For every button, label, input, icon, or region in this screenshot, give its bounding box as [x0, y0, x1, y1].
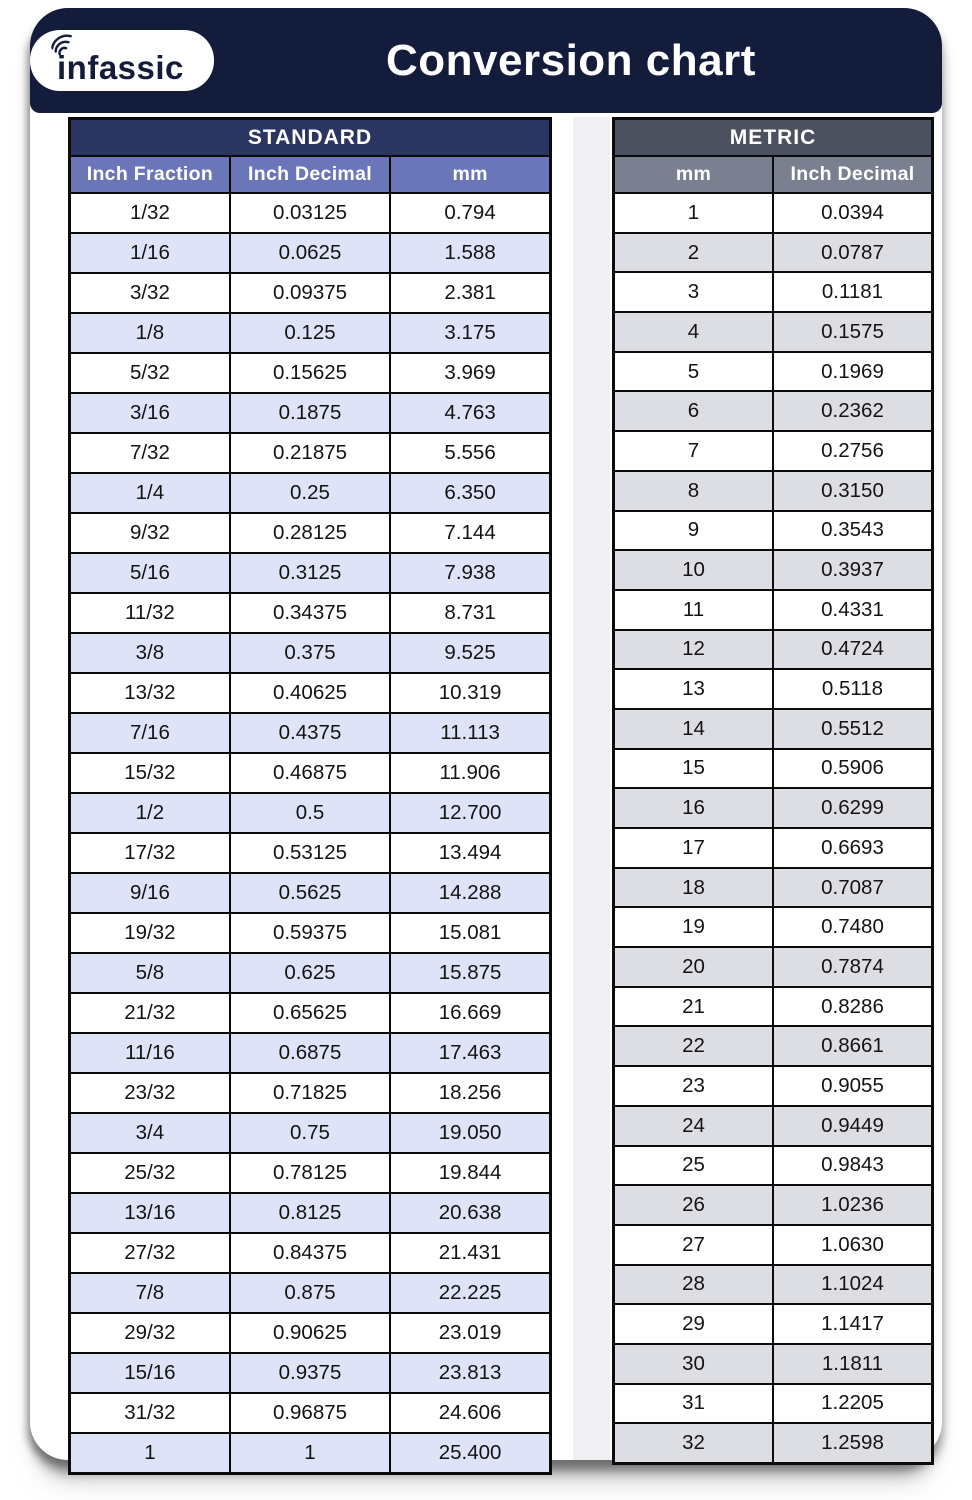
standard-cell: 23/32 [70, 1073, 230, 1113]
standard-cell: 23.813 [390, 1353, 550, 1393]
metric-cell: 0.4724 [773, 630, 933, 670]
metric-cell: 8 [614, 471, 774, 511]
standard-cell: 9.525 [390, 633, 550, 673]
standard-cell: 20.638 [390, 1193, 550, 1233]
standard-cell: 6.350 [390, 473, 550, 513]
metric-row [614, 749, 933, 789]
standard-cell: 0.65625 [230, 993, 390, 1033]
metric-cell: 16 [614, 788, 774, 828]
standard-cell: 14.288 [390, 873, 550, 913]
metric-cell: 0.6299 [773, 788, 933, 828]
standard-cell: 22.225 [390, 1273, 550, 1313]
metric-row [614, 1384, 933, 1424]
standard-cell: 29/32 [70, 1313, 230, 1353]
standard-row [70, 913, 551, 953]
standard-cell: 5/32 [70, 353, 230, 393]
standard-cell: 15/16 [70, 1353, 230, 1393]
metric-cell: 29 [614, 1304, 774, 1344]
standard-row [70, 1393, 551, 1433]
standard-cell: 3/8 [70, 633, 230, 673]
standard-cell: 3.175 [390, 313, 550, 353]
standard-cell: 0.21875 [230, 433, 390, 473]
standard-cell: 0.9375 [230, 1353, 390, 1393]
standard-cell: 4.763 [390, 393, 550, 433]
standard-row [70, 393, 551, 433]
metric-cell: 15 [614, 749, 774, 789]
standard-cell: 18.256 [390, 1073, 550, 1113]
standard-table-body [70, 193, 551, 1474]
metric-cell: 31 [614, 1384, 774, 1424]
metric-row [614, 630, 933, 670]
metric-cell: 0.8661 [773, 1026, 933, 1066]
metric-cell: 3 [614, 272, 774, 312]
standard-row [70, 193, 551, 233]
standard-cell: 0.40625 [230, 673, 390, 713]
content-area [30, 113, 942, 1475]
standard-cell: 0.09375 [230, 273, 390, 313]
metric-cell: 24 [614, 1106, 774, 1146]
standard-table-title: STANDARD [70, 119, 551, 157]
metric-row [614, 669, 933, 709]
metric-row [614, 1106, 933, 1146]
standard-row [70, 1433, 551, 1474]
standard-row [70, 1273, 551, 1313]
standard-cell: 16.669 [390, 993, 550, 1033]
standard-cell: 0.96875 [230, 1393, 390, 1433]
metric-cell: 0.0394 [773, 193, 933, 233]
metric-table-body [614, 193, 933, 1464]
standard-cell: 0.6875 [230, 1033, 390, 1073]
metric-row [614, 828, 933, 868]
conversion-chart-card [30, 8, 942, 1464]
metric-row [614, 550, 933, 590]
metric-row [614, 1304, 933, 1344]
standard-cell: 0.03125 [230, 193, 390, 233]
standard-cell: 9/16 [70, 873, 230, 913]
standard-cell: 7.144 [390, 513, 550, 553]
standard-cell: 13.494 [390, 833, 550, 873]
metric-cell: 0.2756 [773, 431, 933, 471]
standard-cell: 17/32 [70, 833, 230, 873]
metric-cell: 10 [614, 550, 774, 590]
standard-cell: 3/32 [70, 273, 230, 313]
standard-cell: 1/2 [70, 793, 230, 833]
metric-cell: 9 [614, 511, 774, 551]
standard-cell: 1.588 [390, 233, 550, 273]
metric-cell: 0.1969 [773, 352, 933, 392]
metric-cell: 7 [614, 431, 774, 471]
standard-cell: 10.319 [390, 673, 550, 713]
standard-row [70, 833, 551, 873]
metric-row [614, 907, 933, 947]
standard-cell: 31/32 [70, 1393, 230, 1433]
metric-cell: 0.5906 [773, 749, 933, 789]
metric-row [614, 590, 933, 630]
metric-cell: 32 [614, 1423, 774, 1463]
standard-cell: 7/32 [70, 433, 230, 473]
metric-cell: 0.1181 [773, 272, 933, 312]
standard-row [70, 1073, 551, 1113]
metric-table-title-row [614, 119, 933, 157]
table-divider [573, 117, 610, 1460]
standard-cell: 11.113 [390, 713, 550, 753]
logo-text: infassic [57, 49, 184, 86]
metric-cell: 0.5118 [773, 669, 933, 709]
metric-cell: 0.0787 [773, 233, 933, 273]
standard-cell: 0.28125 [230, 513, 390, 553]
standard-cell: 5/8 [70, 953, 230, 993]
standard-row [70, 993, 551, 1033]
standard-cell: 7.938 [390, 553, 550, 593]
standard-row [70, 513, 551, 553]
standard-cell: 5/16 [70, 553, 230, 593]
metric-row [614, 233, 933, 273]
standard-cell: 3.969 [390, 353, 550, 393]
standard-cell: 1/4 [70, 473, 230, 513]
standard-row [70, 353, 551, 393]
metric-cell: 28 [614, 1265, 774, 1305]
standard-cell: 1/8 [70, 313, 230, 353]
metric-cell: 1 [614, 193, 774, 233]
standard-cell: 0.794 [390, 193, 550, 233]
metric-cell: 18 [614, 868, 774, 908]
metric-cell: 17 [614, 828, 774, 868]
page-title: Conversion chart [386, 35, 756, 85]
metric-cell: 21 [614, 987, 774, 1027]
metric-col-inch-decimal: Inch Decimal [773, 156, 933, 193]
standard-row [70, 673, 551, 713]
metric-cell: 0.8286 [773, 987, 933, 1027]
standard-cell: 7/16 [70, 713, 230, 753]
standard-cell: 0.375 [230, 633, 390, 673]
metric-row [614, 1146, 933, 1186]
standard-row [70, 1353, 551, 1393]
standard-row [70, 313, 551, 353]
metric-row [614, 709, 933, 749]
standard-row [70, 433, 551, 473]
metric-row [614, 1026, 933, 1066]
metric-cell: 1.1811 [773, 1344, 933, 1384]
standard-cell: 0.15625 [230, 353, 390, 393]
standard-cell: 7/8 [70, 1273, 230, 1313]
standard-cell: 0.125 [230, 313, 390, 353]
standard-cell: 19/32 [70, 913, 230, 953]
metric-row [614, 1344, 933, 1384]
standard-cell: 0.59375 [230, 913, 390, 953]
standard-cell: 23.019 [390, 1313, 550, 1353]
metric-row [614, 272, 933, 312]
metric-cell: 0.4331 [773, 590, 933, 630]
standard-cell: 19.844 [390, 1153, 550, 1193]
standard-row [70, 633, 551, 673]
standard-row [70, 1033, 551, 1073]
metric-cell: 1.1024 [773, 1265, 933, 1305]
metric-cell: 11 [614, 590, 774, 630]
standard-row [70, 1233, 551, 1273]
standard-cell: 0.25 [230, 473, 390, 513]
metric-cell: 13 [614, 669, 774, 709]
metric-cell: 0.1575 [773, 312, 933, 352]
standard-table [68, 117, 552, 1475]
standard-cell: 0.78125 [230, 1153, 390, 1193]
metric-row [614, 1423, 933, 1463]
metric-cell: 0.9449 [773, 1106, 933, 1146]
standard-cell: 25/32 [70, 1153, 230, 1193]
metric-cell: 0.9055 [773, 1066, 933, 1106]
metric-row [614, 987, 933, 1027]
metric-cell: 1.2598 [773, 1423, 933, 1463]
standard-cell: 0.625 [230, 953, 390, 993]
standard-cell: 9/32 [70, 513, 230, 553]
metric-row [614, 431, 933, 471]
standard-row [70, 1113, 551, 1153]
standard-cell: 5.556 [390, 433, 550, 473]
standard-cell: 11/16 [70, 1033, 230, 1073]
metric-row [614, 511, 933, 551]
standard-cell: 0.71825 [230, 1073, 390, 1113]
metric-cell: 20 [614, 947, 774, 987]
standard-cell: 17.463 [390, 1033, 550, 1073]
metric-cell: 0.7087 [773, 868, 933, 908]
metric-cell: 1.0630 [773, 1225, 933, 1265]
metric-row [614, 193, 933, 233]
metric-cell: 0.2362 [773, 391, 933, 431]
standard-cell: 3/16 [70, 393, 230, 433]
standard-cell: 21/32 [70, 993, 230, 1033]
standard-cell: 19.050 [390, 1113, 550, 1153]
metric-row [614, 868, 933, 908]
metric-row [614, 471, 933, 511]
standard-cell: 13/16 [70, 1193, 230, 1233]
standard-row [70, 553, 551, 593]
metric-table [612, 117, 934, 1465]
metric-cell: 4 [614, 312, 774, 352]
standard-cell: 0.0625 [230, 233, 390, 273]
standard-cell: 3/4 [70, 1113, 230, 1153]
standard-cell: 0.1875 [230, 393, 390, 433]
standard-cell: 8.731 [390, 593, 550, 633]
standard-cell: 21.431 [390, 1233, 550, 1273]
metric-cell: 12 [614, 630, 774, 670]
metric-row [614, 1225, 933, 1265]
metric-row [614, 312, 933, 352]
metric-row [614, 391, 933, 431]
metric-cell: 25 [614, 1146, 774, 1186]
standard-row [70, 753, 551, 793]
metric-cell: 5 [614, 352, 774, 392]
metric-table-header-row [614, 156, 933, 193]
metric-cell: 0.6693 [773, 828, 933, 868]
standard-cell: 0.75 [230, 1113, 390, 1153]
standard-row [70, 1153, 551, 1193]
standard-cell: 15.081 [390, 913, 550, 953]
standard-row [70, 473, 551, 513]
metric-cell: 0.3543 [773, 511, 933, 551]
metric-cell: 0.3150 [773, 471, 933, 511]
standard-cell: 24.606 [390, 1393, 550, 1433]
metric-row [614, 1265, 933, 1305]
standard-cell: 0.3125 [230, 553, 390, 593]
standard-row [70, 713, 551, 753]
metric-cell: 1.1417 [773, 1304, 933, 1344]
standard-cell: 0.53125 [230, 833, 390, 873]
standard-cell: 0.90625 [230, 1313, 390, 1353]
standard-cell: 1/32 [70, 193, 230, 233]
metric-cell: 14 [614, 709, 774, 749]
metric-row [614, 788, 933, 828]
standard-row [70, 873, 551, 913]
standard-cell: 2.381 [390, 273, 550, 313]
metric-row [614, 947, 933, 987]
metric-cell: 2 [614, 233, 774, 273]
metric-row [614, 1066, 933, 1106]
standard-row [70, 233, 551, 273]
metric-cell: 0.7480 [773, 907, 933, 947]
metric-cell: 19 [614, 907, 774, 947]
standard-cell: 0.84375 [230, 1233, 390, 1273]
standard-row [70, 953, 551, 993]
logo [30, 30, 214, 91]
standard-table-title-row [70, 119, 551, 157]
standard-cell: 0.8125 [230, 1193, 390, 1233]
standard-col-inch-decimal: Inch Decimal [230, 156, 390, 193]
standard-cell: 0.875 [230, 1273, 390, 1313]
metric-cell: 30 [614, 1344, 774, 1384]
standard-cell: 0.5 [230, 793, 390, 833]
standard-row [70, 793, 551, 833]
metric-cell: 23 [614, 1066, 774, 1106]
metric-cell: 26 [614, 1185, 774, 1225]
standard-row [70, 1193, 551, 1233]
metric-cell: 0.3937 [773, 550, 933, 590]
metric-table-title: METRIC [614, 119, 933, 157]
metric-row [614, 1185, 933, 1225]
metric-col-mm: mm [614, 156, 774, 193]
standard-cell: 15/32 [70, 753, 230, 793]
metric-row [614, 352, 933, 392]
standard-cell: 0.5625 [230, 873, 390, 913]
standard-row [70, 1313, 551, 1353]
standard-cell: 0.4375 [230, 713, 390, 753]
standard-cell: 27/32 [70, 1233, 230, 1273]
standard-cell: 13/32 [70, 673, 230, 713]
card-header [30, 8, 942, 113]
standard-cell: 1 [70, 1433, 230, 1474]
metric-cell: 22 [614, 1026, 774, 1066]
metric-cell: 0.5512 [773, 709, 933, 749]
metric-cell: 0.9843 [773, 1146, 933, 1186]
metric-cell: 6 [614, 391, 774, 431]
metric-cell: 0.7874 [773, 947, 933, 987]
standard-cell: 25.400 [390, 1433, 550, 1474]
metric-cell: 1.2205 [773, 1384, 933, 1424]
standard-cell: 15.875 [390, 953, 550, 993]
standard-cell: 11.906 [390, 753, 550, 793]
metric-cell: 1.0236 [773, 1185, 933, 1225]
standard-cell: 0.46875 [230, 753, 390, 793]
standard-col-mm: mm [390, 156, 550, 193]
standard-table-header-row [70, 156, 551, 193]
standard-row [70, 593, 551, 633]
standard-cell: 11/32 [70, 593, 230, 633]
standard-cell: 1 [230, 1433, 390, 1474]
standard-cell: 0.34375 [230, 593, 390, 633]
standard-cell: 12.700 [390, 793, 550, 833]
metric-cell: 27 [614, 1225, 774, 1265]
standard-row [70, 273, 551, 313]
standard-cell: 1/16 [70, 233, 230, 273]
standard-col-inch-fraction: Inch Fraction [70, 156, 230, 193]
